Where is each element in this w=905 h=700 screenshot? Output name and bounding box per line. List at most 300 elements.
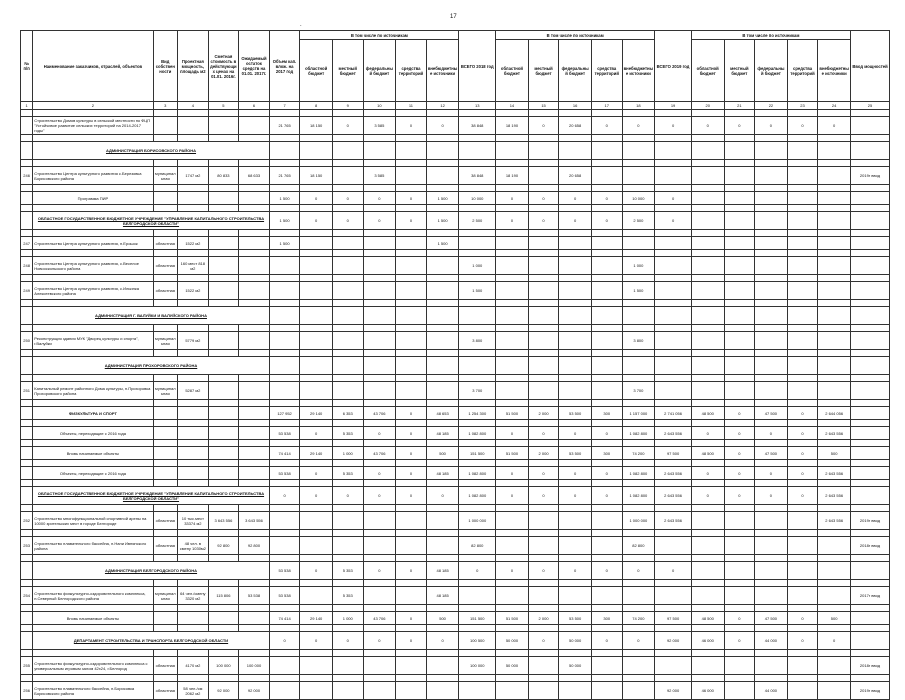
spacer-cell [269,135,300,142]
value-cell: 92 800 [208,537,239,555]
value-cell [496,512,529,530]
row-number: 247 [21,237,33,250]
spacer-cell [153,110,177,117]
spacer-cell [850,460,889,467]
column-number: 1 [21,102,33,110]
value-cell: 20 658 [559,117,592,135]
value-cell: 300 [591,407,622,420]
value-cell [755,562,788,580]
spacer-cell [559,110,592,117]
spacer-cell [818,400,851,407]
value-cell [755,212,788,230]
value-cell [426,282,459,300]
table-row [21,167,890,185]
spacer-cell [363,350,396,357]
value-cell [818,587,851,605]
value-cell: 2 000 [528,407,559,420]
spacer-cell [591,350,622,357]
spacer-cell [363,230,396,237]
value-cell: 0 [528,467,559,480]
value-cell [755,192,788,205]
value-cell [655,282,692,300]
spacer-cell [459,325,496,332]
value-cell [724,212,755,230]
value-cell: областная [153,257,177,275]
spacer-cell [332,480,363,487]
spacer-cell [655,625,692,632]
value-cell: 74 200 [622,447,655,460]
src-federal-header: федеральный бюджет [559,40,592,102]
spacer-cell [850,605,889,612]
spacer-cell [239,480,270,487]
value-cell [724,587,755,605]
spacer-cell [269,160,300,167]
spacer-cell [622,135,655,142]
spacer-cell [33,250,153,257]
value-cell: 0 [363,467,396,480]
column-number: 13 [459,102,496,110]
value-cell: 0 [787,427,818,440]
spacer-cell [396,625,427,632]
value-cell [459,237,496,250]
table-row [21,117,890,135]
value-cell [426,142,459,160]
row-number: 253 [21,537,33,555]
spacer-cell [208,160,239,167]
value-cell [724,382,755,400]
spacer-cell [459,205,496,212]
spacer-cell [239,675,270,682]
value-cell: 48 185 [426,587,459,605]
spacer-cell [591,300,622,307]
src-offbudget-header: внебюджетные источники [818,40,851,102]
value-cell: 48 500 [691,447,724,460]
spacer-cell [591,400,622,407]
spacer-cell [332,580,363,587]
spacer-cell [459,185,496,192]
spacer-cell [239,375,270,382]
value-cell [787,257,818,275]
value-cell [426,382,459,400]
value-cell [724,332,755,350]
spacer-cell [153,480,177,487]
value-cell: 0 [396,487,427,505]
spacer-cell [622,530,655,537]
value-cell: 18 150 [300,117,333,135]
spacer-cell [33,400,153,407]
section-title: АДМИНИСТРАЦИЯ БОРИСОВСКОГО РАЙОНА [33,142,270,160]
value-cell [591,307,622,325]
spacer-cell [528,185,559,192]
spacer-cell [496,375,529,382]
spacer-cell [332,460,363,467]
value-cell [239,332,270,350]
value-cell: 5779 м2 [178,332,209,350]
spacer-cell [396,275,427,282]
value-cell: 2 643 556 [655,487,692,505]
value-cell [787,357,818,375]
spacer-cell [655,230,692,237]
spacer-cell [178,420,209,427]
value-cell: 1 082 800 [622,427,655,440]
value-cell [591,657,622,675]
value-cell [332,382,363,400]
spacer-cell [622,625,655,632]
spacer-cell [426,505,459,512]
value-cell: 0 [528,212,559,230]
spacer-cell [332,135,363,142]
spacer-cell [528,350,559,357]
spacer-cell [850,110,889,117]
spacer-cell [755,420,788,427]
value-cell [300,682,333,700]
spacer-cell [332,440,363,447]
spacer-cell [591,460,622,467]
spacer-cell [496,460,529,467]
value-cell [622,682,655,700]
value-cell: 100 000 [208,657,239,675]
spacer-cell [559,605,592,612]
spacer-cell [33,505,153,512]
spacer-cell [850,300,889,307]
spacer-cell [755,400,788,407]
value-cell: 51 500 [496,612,529,625]
value-cell: 1 000 [332,612,363,625]
spacer-cell [496,185,529,192]
spacer-cell [528,135,559,142]
spacer-cell [178,275,209,282]
value-cell: 0 [396,562,427,580]
value-cell [559,142,592,160]
value-cell [208,382,239,400]
spacer-cell [21,275,33,282]
spacer-cell [239,420,270,427]
value-cell [691,382,724,400]
spacer-cell [426,300,459,307]
value-cell [178,117,209,135]
value-cell [363,257,396,275]
spacer-cell [622,275,655,282]
spacer-cell [755,625,788,632]
spacer-cell [850,275,889,282]
value-cell: 0 [655,117,692,135]
spacer-cell [178,110,209,117]
spacer-cell [591,650,622,657]
value-cell: 300 [591,612,622,625]
value-cell: 48 653 [426,407,459,420]
column-number: 7 [269,102,300,110]
spacer-cell [33,230,153,237]
value-cell: 0 [591,117,622,135]
spacer-cell [459,580,496,587]
spacer-cell [622,325,655,332]
value-cell [622,167,655,185]
value-cell: 51 500 [496,407,529,420]
value-cell: 1 500 [426,212,459,230]
value-cell: 82 800 [622,537,655,555]
value-cell [459,357,496,375]
spacer-cell [691,460,724,467]
spacer-cell [426,400,459,407]
col-input-header: Ввод мощностей [850,31,889,102]
value-cell: 5 353 [332,427,363,440]
value-cell [363,142,396,160]
spacer-cell [363,110,396,117]
group-2019-header: В том числе по источникам [691,31,850,40]
spacer-cell [21,375,33,382]
spacer-cell [178,250,209,257]
spacer-cell [363,250,396,257]
value-cell: 0 [496,562,529,580]
value-cell: 0 [655,192,692,205]
spacer-row [21,650,890,657]
src-regional-header: областной бюджет [496,40,529,102]
spacer-cell [787,420,818,427]
spacer-cell [724,135,755,142]
spacer-cell [396,675,427,682]
spacer-cell [850,580,889,587]
spacer-cell [208,205,239,212]
value-cell [300,282,333,300]
value-cell: 100 500 [459,632,496,650]
value-cell: 20 658 [559,167,592,185]
value-cell: 0 [787,117,818,135]
value-cell: 0 [332,487,363,505]
value-cell: 0 [496,192,529,205]
spacer-cell [559,375,592,382]
spacer-cell [208,325,239,332]
value-cell: 0 [787,447,818,460]
value-cell: 0 [396,407,427,420]
spacer-cell [208,505,239,512]
spacer-cell [691,555,724,562]
spacer-cell [755,160,788,167]
spacer-cell [496,505,529,512]
table-row [21,427,890,440]
value-cell [396,537,427,555]
spacer-cell [724,530,755,537]
col-capacity-header: Проектная мощность, площадь м2 [178,31,209,102]
spacer-cell [300,480,333,487]
value-cell: 1 000 000 [622,512,655,530]
value-cell: 3 700 [459,382,496,400]
spacer-cell [21,555,33,562]
spacer-cell [755,275,788,282]
spacer-cell [724,400,755,407]
value-cell [591,587,622,605]
value-cell: 92 000 [239,682,270,700]
spacer-cell [655,350,692,357]
spacer-cell [691,605,724,612]
value-cell [818,657,851,675]
group-2017-header: В том числе по источникам [300,31,459,40]
spacer-cell [655,400,692,407]
spacer-cell [655,605,692,612]
value-cell [818,257,851,275]
spacer-cell [724,275,755,282]
cell [21,212,33,230]
value-cell [396,257,427,275]
spacer-cell [724,375,755,382]
value-cell [396,657,427,675]
spacer-cell [496,580,529,587]
object-name: Программа ПИР [33,192,153,205]
spacer-cell [21,580,33,587]
value-cell [691,192,724,205]
spacer-cell [459,625,496,632]
value-cell [787,382,818,400]
value-cell [153,427,177,440]
spacer-cell [459,555,496,562]
src-offbudget-header: внебюджетные источники [426,40,459,102]
value-cell [208,117,239,135]
spacer-cell [178,160,209,167]
spacer-cell [300,460,333,467]
spacer-cell [755,650,788,657]
spacer-cell [591,625,622,632]
value-cell: 50 000 [496,632,529,650]
row-number [21,407,33,420]
value-cell: областная [153,657,177,675]
value-cell: 0 [426,117,459,135]
spacer-cell [459,160,496,167]
object-name: Строительство Домов культуры в сельской местности по ФЦП "Устойчивое развитие сельских территорий на 2014-2017 годы" [33,117,153,135]
value-cell: 0 [426,487,459,505]
value-cell: 2 500 [459,212,496,230]
spacer-cell [269,460,300,467]
spacer-cell [153,605,177,612]
column-number: 17 [591,102,622,110]
value-cell: 0 [787,467,818,480]
value-cell: 0 [528,427,559,440]
value-cell: муниципальная [153,587,177,605]
spacer-cell [755,505,788,512]
value-cell [153,117,177,135]
value-cell [850,142,889,160]
value-cell: 0 [787,487,818,505]
value-cell: 3 585 [363,167,396,185]
spacer-cell [691,205,724,212]
spacer-cell [21,300,33,307]
spacer-cell [528,250,559,257]
spacer-cell [269,110,300,117]
value-cell [528,332,559,350]
value-cell: 1 254 300 [459,407,496,420]
spacer-cell [787,555,818,562]
spacer-cell [426,580,459,587]
spacer-cell [755,460,788,467]
value-cell [300,257,333,275]
spacer-cell [153,505,177,512]
spacer-cell [755,530,788,537]
value-cell [208,192,239,205]
spacer-cell [396,480,427,487]
spacer-cell [178,230,209,237]
spacer-cell [622,675,655,682]
spacer-cell [178,350,209,357]
object-name: Объекты, переходящие с 2016 года [33,427,153,440]
spacer-cell [622,375,655,382]
spacer-cell [691,420,724,427]
spacer-cell [818,460,851,467]
spacer-cell [363,185,396,192]
spacer-cell [850,205,889,212]
value-cell: 500 [426,612,459,625]
value-cell [850,257,889,275]
value-cell [363,332,396,350]
value-cell: 0 [724,467,755,480]
value-cell: 0 [332,212,363,230]
spacer-row [21,135,890,142]
value-cell [591,332,622,350]
spacer-cell [363,505,396,512]
value-cell [655,332,692,350]
value-cell: 0 [559,467,592,480]
spacer-cell [208,580,239,587]
spacer-cell [239,110,270,117]
spacer-cell [300,275,333,282]
spacer-cell [269,325,300,332]
column-number: 18 [622,102,655,110]
spacer-cell [21,205,33,212]
spacer-cell [33,555,153,562]
spacer-cell [724,505,755,512]
value-cell: 97 500 [655,612,692,625]
spacer-cell [363,400,396,407]
spacer-cell [655,185,692,192]
spacer-cell [787,230,818,237]
spacer-cell [622,420,655,427]
value-cell [426,682,459,700]
object-name: Объекты, переходящие с 2016 года [33,467,153,480]
spacer-cell [21,675,33,682]
value-cell: 0 [332,192,363,205]
spacer-cell [153,300,177,307]
spacer-cell [496,160,529,167]
spacer-cell [591,505,622,512]
spacer-cell [459,440,496,447]
spacer-cell [528,375,559,382]
spacer-cell [496,275,529,282]
value-cell: 3 585 [363,117,396,135]
value-cell [332,357,363,375]
spacer-cell [691,580,724,587]
spacer-cell [655,300,692,307]
value-cell: 80 833 [208,167,239,185]
value-cell [691,167,724,185]
value-cell [850,212,889,230]
spacer-cell [332,650,363,657]
spacer-cell [208,110,239,117]
value-cell [755,282,788,300]
value-cell [818,142,851,160]
spacer-cell [363,530,396,537]
spacer-cell [724,160,755,167]
spacer-row [21,205,890,212]
value-cell: 97 500 [655,447,692,460]
spacer-row [21,185,890,192]
value-cell [332,282,363,300]
object-name: ФИЗКУЛЬТУРА И СПОРТ [33,407,153,420]
table-row [21,382,890,400]
spacer-cell [591,605,622,612]
value-cell [269,357,300,375]
spacer-cell [591,230,622,237]
spacer-cell [655,250,692,257]
spacer-cell [332,350,363,357]
value-cell: 0 [622,117,655,135]
section-row [21,562,890,580]
